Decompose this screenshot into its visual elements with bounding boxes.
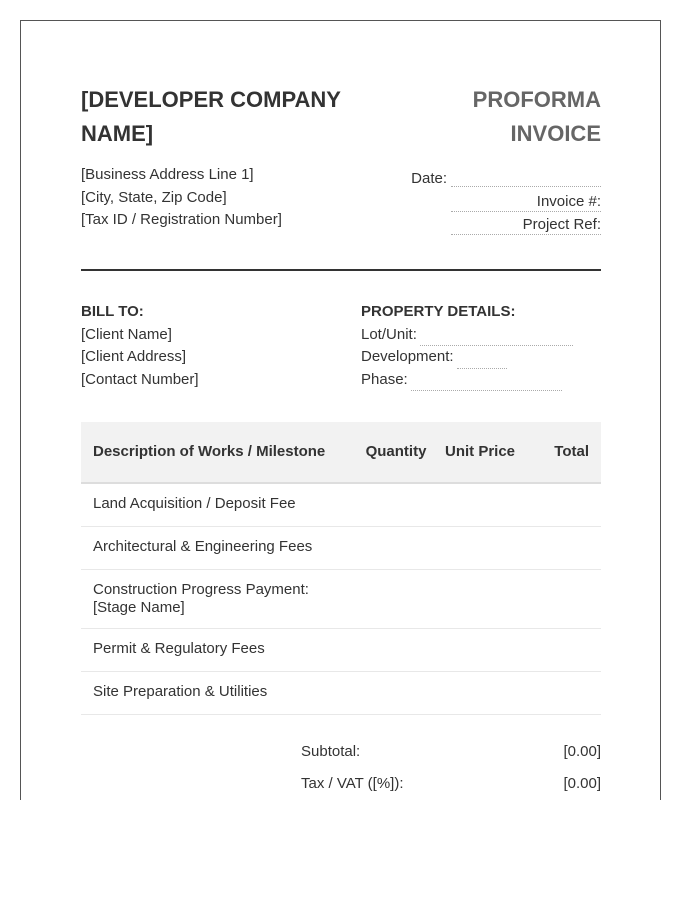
table-row — [81, 629, 601, 672]
header-divider — [81, 269, 601, 271]
bill-to-section — [81, 301, 199, 391]
tax-label: Tax / VAT ([%]): — [301, 775, 404, 792]
row-total — [521, 527, 601, 570]
company-name: [DEVELOPER COMPANY NAME] — [81, 87, 341, 146]
row-unit-price — [441, 483, 521, 527]
row-description: Permit & Regulatory Fees — [81, 629, 351, 672]
totals-section — [301, 741, 601, 805]
row-quantity — [351, 483, 441, 527]
row-description: Land Acquisition / Deposit Fee — [81, 483, 351, 527]
row-total — [521, 672, 601, 715]
phase-field[interactable] — [411, 376, 562, 391]
subtotal-value: [0.00] — [563, 743, 601, 760]
column-header-unit-price: Unit Price — [441, 422, 521, 483]
lot-unit-field[interactable] — [420, 331, 573, 346]
phase-label: Phase: — [361, 370, 408, 388]
date-label: Date: — [411, 170, 447, 187]
project-ref-row — [341, 210, 601, 233]
contact-number: [Contact Number] — [81, 370, 199, 388]
development-row — [361, 346, 573, 369]
row-quantity — [351, 527, 441, 570]
table-row — [81, 483, 601, 527]
row-quantity — [351, 672, 441, 715]
project-ref-label: Project Ref: — [522, 216, 601, 233]
row-unit-price — [441, 672, 521, 715]
table-row — [81, 672, 601, 715]
development-label: Development: — [361, 348, 454, 365]
row-quantity — [351, 629, 441, 672]
invoice-number-row — [341, 187, 601, 210]
subtotal-row — [301, 741, 601, 773]
row-unit-price — [441, 570, 521, 629]
invoice-page — [20, 20, 661, 800]
row-description: Site Preparation & Utilities — [81, 672, 351, 715]
tax-id-line: [Tax ID / Registration Number] — [81, 211, 282, 228]
column-header-quantity: Quantity — [351, 422, 441, 483]
row-unit-price — [441, 527, 521, 570]
lot-unit-row — [361, 324, 573, 347]
table-row — [81, 527, 601, 570]
row-unit-price — [441, 629, 521, 672]
table-header-row — [81, 422, 601, 483]
column-header-total: Total — [521, 422, 601, 483]
date-field[interactable] — [451, 170, 601, 187]
document-title: PROFORMA INVOICE — [472, 87, 601, 146]
row-quantity — [351, 570, 441, 629]
tax-value: [0.00] — [563, 775, 601, 792]
row-description: Construction Progress Payment: [Stage Name] — [81, 570, 351, 629]
subtotal-label: Subtotal: — [301, 743, 361, 760]
column-header-description: Description of Works / Milestone — [81, 422, 351, 483]
lot-unit-label: Lot/Unit: — [361, 325, 417, 343]
line-items-table — [81, 422, 601, 715]
row-description: Architectural & Engineering Fees — [81, 527, 351, 570]
invoice-meta — [341, 164, 601, 233]
company-address — [81, 164, 282, 232]
table-row — [81, 570, 601, 629]
address-line-1: [Business Address Line 1] — [81, 166, 254, 183]
invoice-number-label: Invoice #: — [536, 193, 601, 210]
row-total — [521, 629, 601, 672]
row-total — [521, 483, 601, 527]
client-name: [Client Name] — [81, 325, 172, 343]
row-total — [521, 570, 601, 629]
property-details-heading: PROPERTY DETAILS: — [361, 303, 516, 320]
phase-row — [361, 369, 573, 392]
client-address: [Client Address] — [81, 348, 187, 365]
development-field[interactable] — [457, 354, 507, 369]
property-details-section — [361, 301, 573, 391]
tax-row — [301, 773, 601, 805]
address-line-2: [City, State, Zip Code] — [81, 188, 227, 206]
date-row — [341, 164, 601, 187]
bill-to-heading: BILL TO: — [81, 303, 144, 320]
